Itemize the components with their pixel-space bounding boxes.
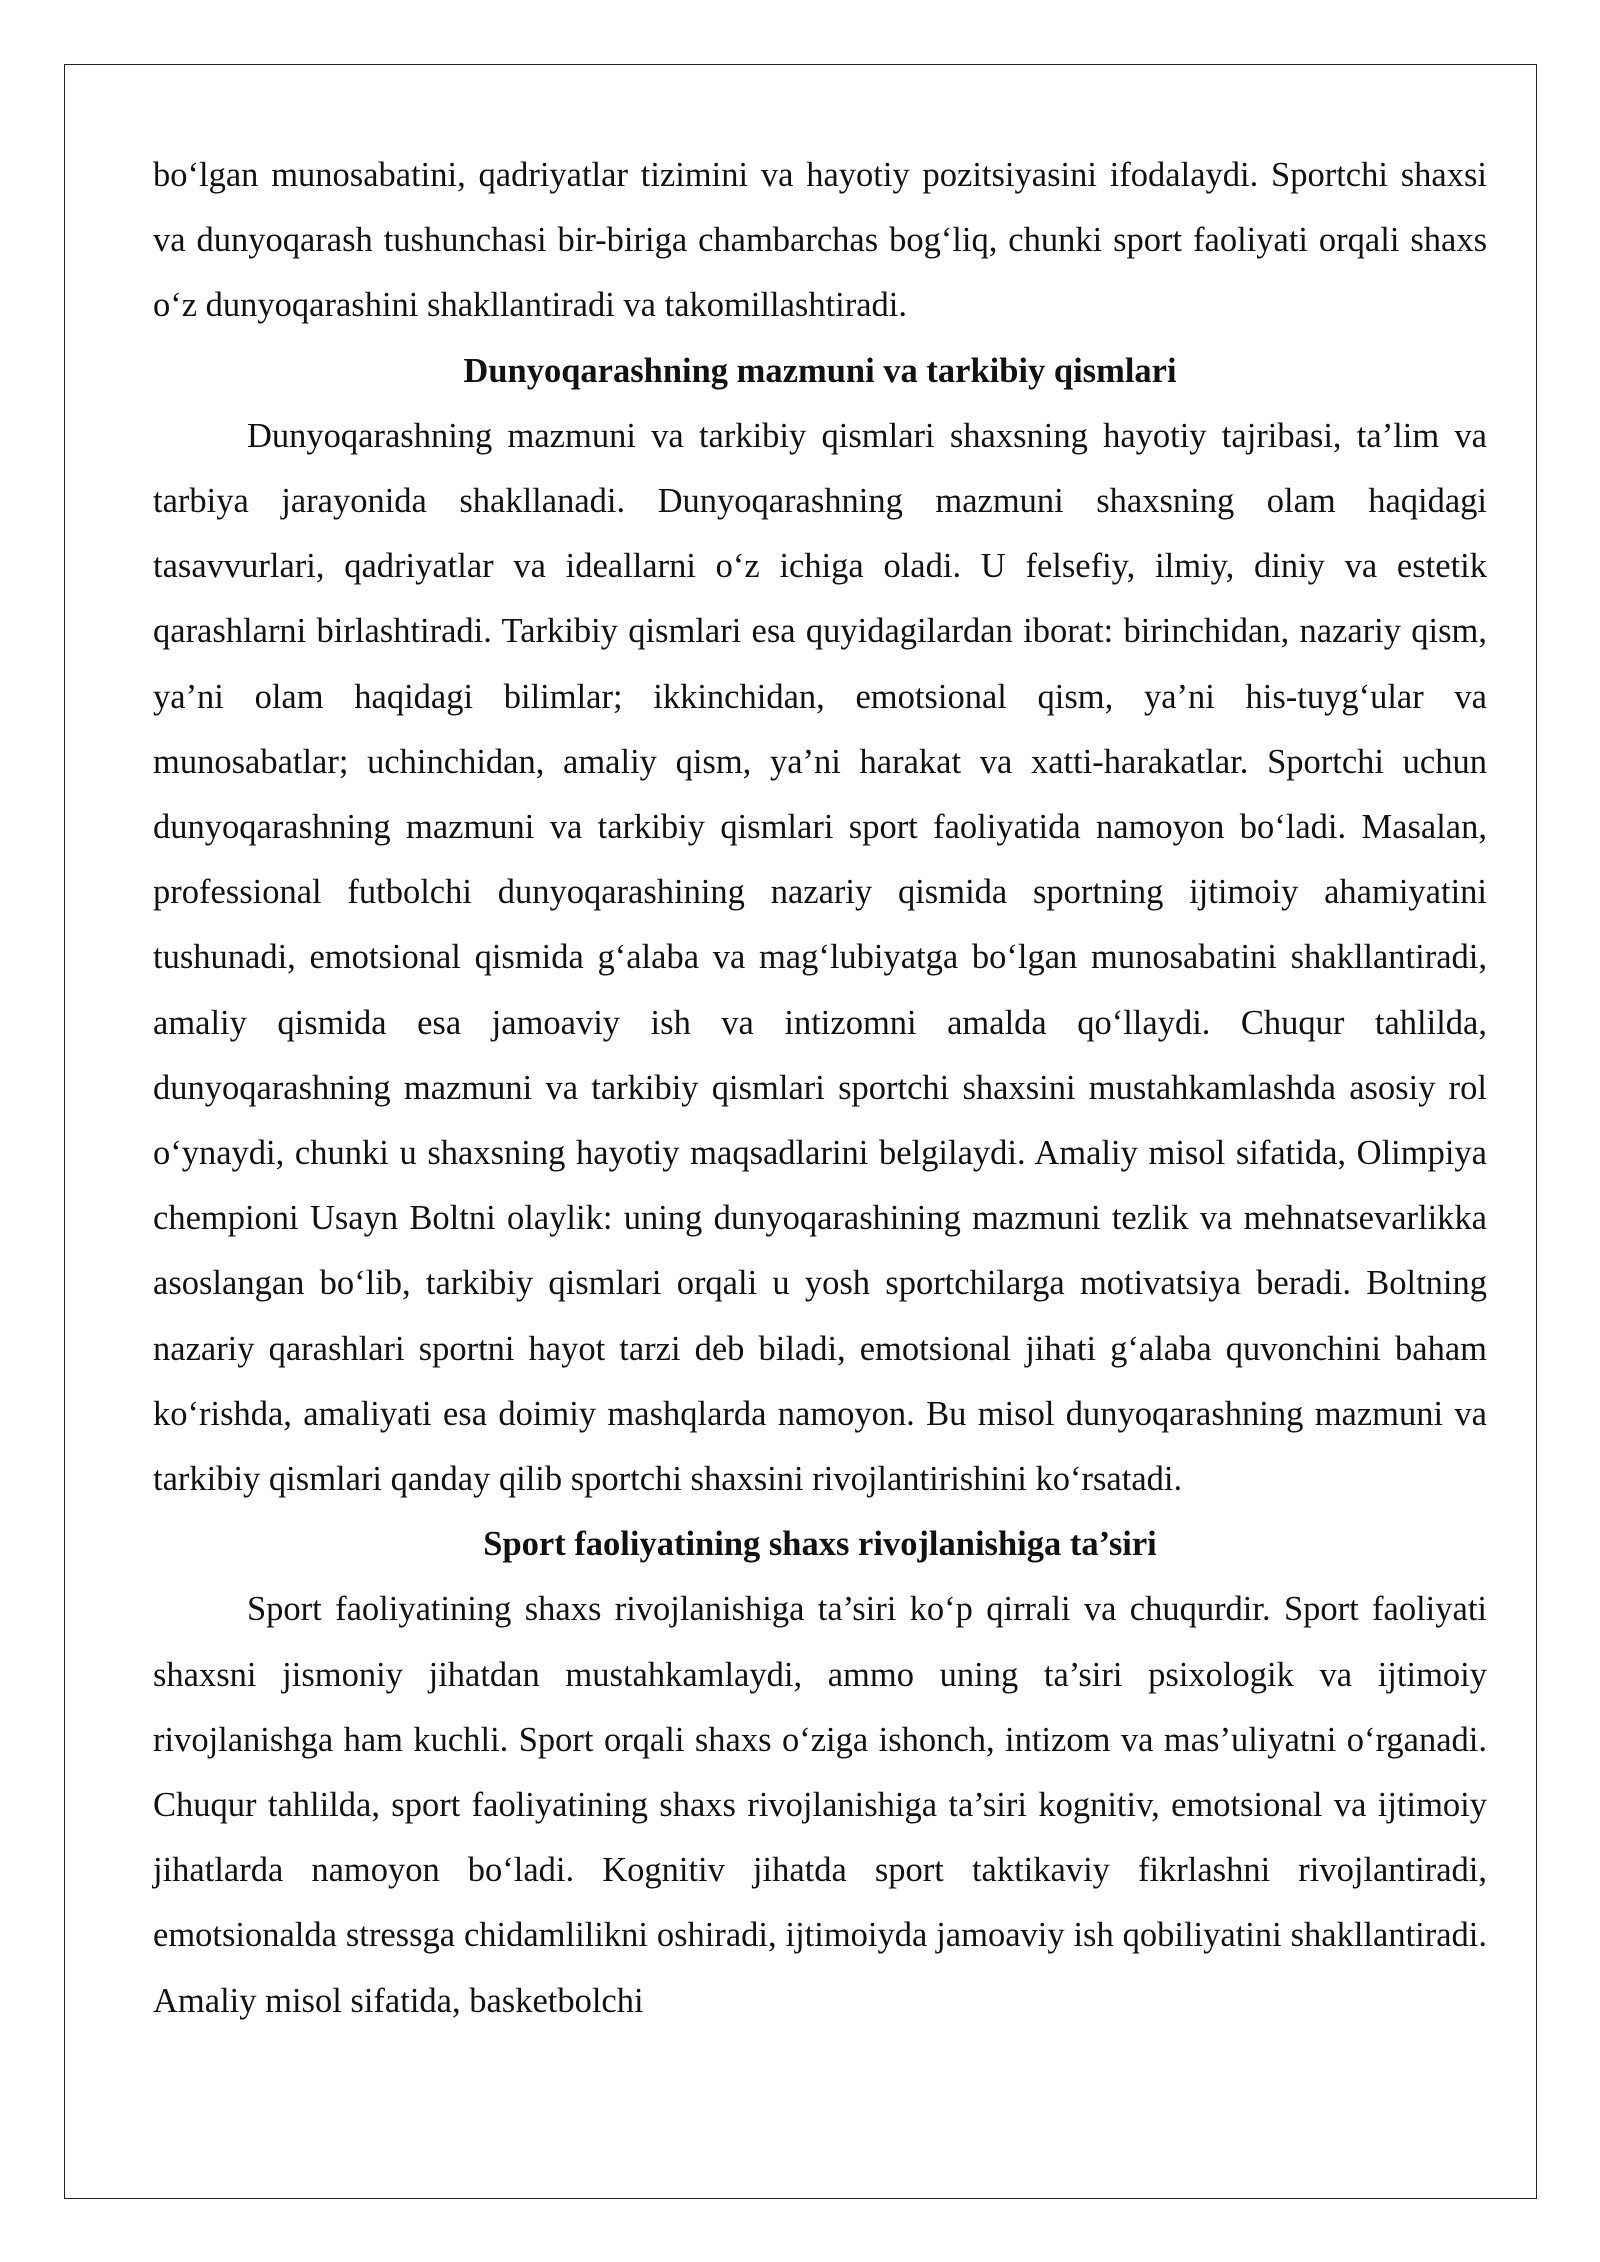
paragraph-sport-influence: Sport faoliyatining shaxs rivojlanishiga ta’siri ko‘p qirrali va chuqurdir. Sport faoliyati shaxsni jismoniy jihatdan mustahkamlaydi, ammo uning ta’siri psixologik va ijtimoiy rivojlanishga ham kuchli. Sport orqali shaxs o‘ziga ishonch, intizom va mas’uliyatni o‘rganadi. Chuqur tahlilda, sport faoliyatining shaxs rivojlanishiga ta’siri kognitiv, emotsional va ijtimoiy jihatlarda namoyon bo‘ladi. Kognitiv jihatda sport taktikaviy fikrlashni rivojlantiradi, emotsionalda stressga chidamlilikni oshiradi, ijtimoiyda jamoaviy ish qobiliyatini shakllantiradi. Amaliy misol sifatida, basketbolchi: [153, 1590, 1487, 2020]
paragraph-worldview-content: Dunyoqarashning mazmuni va tarkibiy qismlari shaxsning hayotiy tajribasi, ta’lim va tarbiya jarayonida shakllanadi. Dunyoqarashning mazmuni shaxsning olam haqidagi tasavvurlari, qadriyatlar va ideallarni o‘z ichiga oladi. U felsefiy, ilmiy, diniy va estetik qarashlarni birlashtiradi. Tarkibiy qismlari esa quyidagilardan iborat: birinchidan, nazariy qism, ya’ni olam haqidagi bilimlar; ikkinchidan, emotsional qism, ya’ni his-tuyg‘ular va munosabatlar; uchinchidan, amaliy qism, ya’ni harakat va xatti-harakatlar. Sportchi uchun dunyoqarashning mazmuni va tarkibiy qismlari sport faoliyatida namoyon bo‘ladi. Masalan, professional futbolchi dunyoqarashining nazariy qismida sportning ijtimoiy ahamiyatini tushunadi, emotsional qismida g‘alaba va mag‘lubiyatga bo‘lgan munosabatini shakllantiradi, amaliy qismida esa jamoaviy ish va intizomni amalda qo‘llaydi. Chuqur tahlilda, dunyoqarashning mazmuni va tarkibiy qismlari sportchi shaxsini mustahkamlashda asosiy rol o‘ynaydi, chunki u shaxsning hayotiy maqsadlarini belgilaydi. Amaliy misol sifatida, Olimpiya chempioni Usayn Boltni olaylik: uning dunyoqarashining mazmuni tezlik va mehnatsevarlikka asoslangan bo‘lib, tarkibiy qismlari orqali u yosh sportchilarga motivatsiya beradi. Boltning nazariy qarashlari sportni hayot tarzi deb biladi, emotsional jihati g‘alaba quvonchini baham ko‘rishda, amaliyati esa doimiy mashqlarda namoyon. Bu misol dunyoqarashning mazmuni va tarkibiy qismlari qanday qilib sportchi shaxsini rivojlantirishini ko‘rsatadi.: [153, 416, 1487, 1499]
paragraph-continuation: bo‘lgan munosabatini, qadriyatlar tizimini va hayotiy pozitsiyasini ifodalaydi. Sportchi shaxsi va dunyoqarash tushunchasi bir-biriga chambarchas bog‘liq, chunki sport faoliyati orqali shaxs o‘z dunyoqarashini shakllantiradi va takomillashtiradi.: [153, 156, 1487, 325]
section-heading-worldview-content: Dunyoqarashning mazmuni va tarkibiy qismlari: [463, 351, 1177, 390]
document-body: [153, 143, 1487, 2034]
section-heading-sport-influence: Sport faoliyatining shaxs rivojlanishiga ta’siri: [483, 1525, 1157, 1564]
